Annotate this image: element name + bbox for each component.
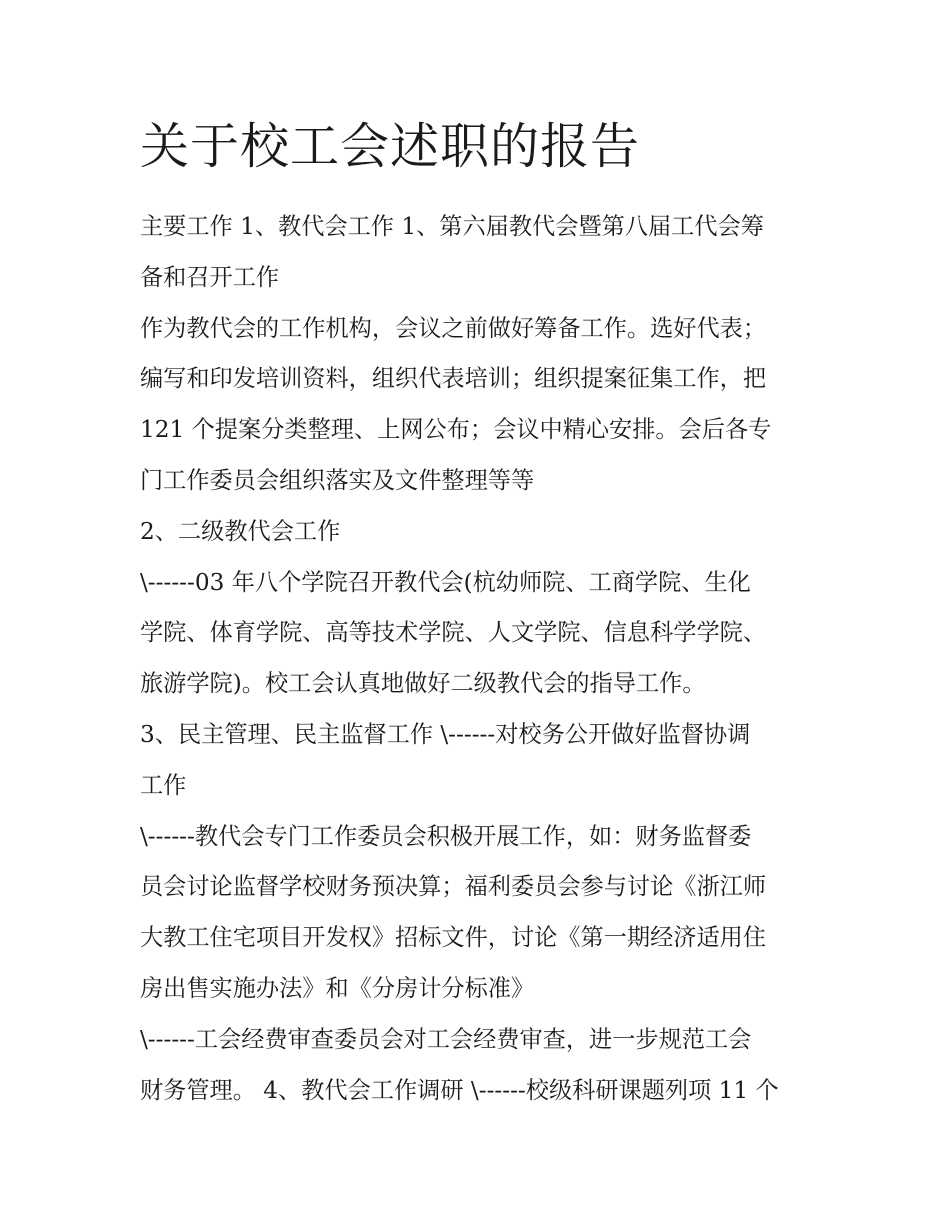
document-title: 关于校工会述职的报告 [140,118,641,175]
text-line: 大教工住宅项目开发权》招标文件，讨论《第一期经济适用住 [140,924,767,952]
document-body [140,202,812,1116]
paragraph-democratic-management [140,710,812,812]
paragraph-heading-secondary-congress [140,507,812,558]
text-line: 员会讨论监督学校财务预决算；福利委员会参与讨论《浙江师 [140,873,767,901]
text-line: 3、民主管理、民主监督工作 \------对校务公开做好监督协调 [140,720,751,748]
paragraph-prep-work [140,202,812,304]
text-line: \------03 年八个学院召开教代会(杭幼师院、工商学院、生化 [140,568,751,596]
text-line: 2、二级教代会工作 [140,517,341,545]
text-line: 房出售实施办法》和《分房计分标准》 [140,974,535,1002]
text-line: 财务管理。 4、教代会工作调研 \------校级科研课题列项 11 个 [140,1076,779,1104]
text-line: 工作 [140,771,187,799]
paragraph-committees [140,812,812,1015]
text-line: 编写和印发培训资料，组织代表培训；组织提案征集工作，把 [140,365,767,393]
paragraph-audit-research [140,1015,812,1117]
paragraph-working-body [140,304,812,507]
text-line: \------教代会专门工作委员会积极开展工作，如：财务监督委 [140,822,752,850]
text-line: 旅游学院)。校工会认真地做好二级教代会的指导工作。 [140,670,706,698]
text-line: 121 个提案分类整理、上网公布；会议中精心安排。会后各专 [140,416,772,444]
document-page [140,112,812,1116]
text-line: \------工会经费审查委员会对工会经费审查，进一步规范工会 [140,1025,752,1053]
text-line: 学院、体育学院、高等技术学院、人文学院、信息科学学院、 [140,619,767,647]
text-line: 作为教代会的工作机构，会议之前做好筹备工作。选好代表； [140,314,767,342]
text-line: 主要工作 1、教代会工作 1、第六届教代会暨第八届工代会筹 [140,213,764,240]
text-line: 备和召开工作 [140,263,280,291]
paragraph-secondary-congress [140,558,812,710]
text-line: 门工作委员会组织落实及文件整理等等 [140,466,535,494]
